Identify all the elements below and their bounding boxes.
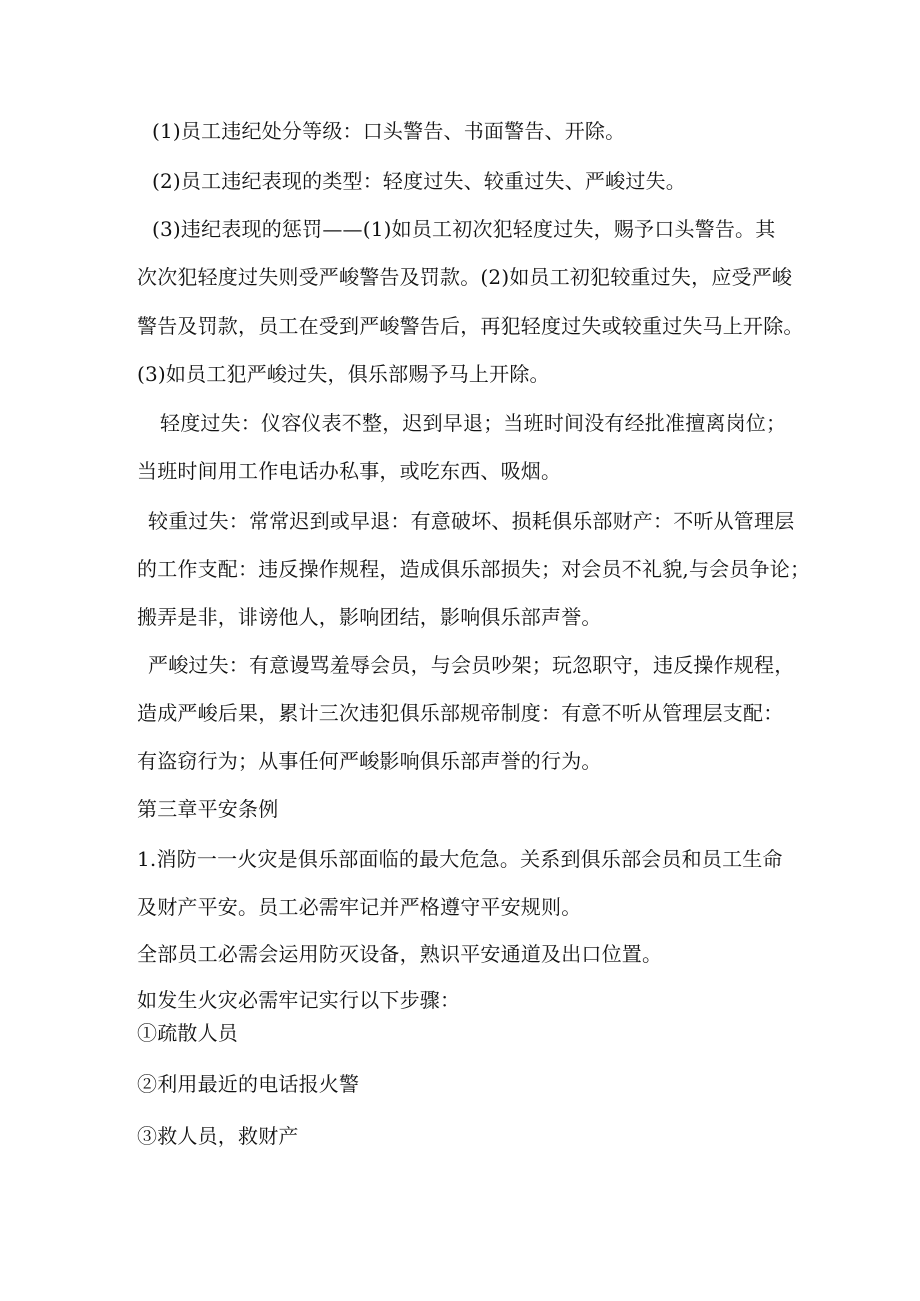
list-item: ①疏散人员 <box>137 1021 238 1045</box>
text-line: 如发生火灾必需牢记实行以下步骤： <box>137 988 461 1012</box>
text-line: 次次犯轻度过失则受严峻警告及罚款。(2)如员工初犯较重过失，应受严峻 <box>137 265 793 289</box>
text-line: 搬弄是非，诽谤他人，影响团结，影响俱乐部声誉。 <box>137 605 602 629</box>
text-line: 严峻过失：有意谩骂羞辱会员，与会员吵架；玩忽职守，违反操作规程， <box>148 653 795 677</box>
text-line: (1)员工违纪处分等级：口头警告、书面警告、开除。 <box>152 119 626 143</box>
list-item: ③救人员，救财产 <box>137 1124 299 1148</box>
text-line: 轻度过失：仪容仪表不整，迟到早退；当班时间没有经批准擅离岗位； <box>160 411 787 435</box>
text-line: 及财产平安。员工必需牢记并严格遵守平安规则。 <box>137 895 582 919</box>
section-heading: 第三章平安条例 <box>137 797 279 821</box>
list-item: ②利用最近的电话报火警 <box>137 1072 360 1096</box>
text-line: (2)员工违纪表现的类型：轻度过失、较重过失、严峻过失。 <box>152 169 686 193</box>
text-line: 较重过失：常常迟到或早退：有意破坏、损耗俱乐部财产：不听从管理层 <box>148 509 795 533</box>
text-line: 当班时间用工作电话办私事，或吃东西、吸烟。 <box>137 459 562 483</box>
text-line: 1.消防一一火灾是俱乐部面临的最大危急。关系到俱乐部会员和员工生命 <box>137 847 783 871</box>
text-line: 的工作支配：违反操作规程，造成俱乐部损失；对会员不礼貌,与会员争论； <box>137 557 811 581</box>
text-line: 全部员工必需会运用防灭设备，熟识平安通道及出口位置。 <box>137 942 663 966</box>
text-line: 警告及罚款，员工在受到严峻警告后，再犯轻度过失或较重过失马上开除。 <box>137 314 804 338</box>
text-line: 有盗窃行为；从事任何严峻影响俱乐部声誉的行为。 <box>137 749 602 773</box>
text-line: (3)违纪表现的惩罚——(1)如员工初次犯轻度过失，赐予口头警告。其 <box>152 217 776 241</box>
text-line: (3)如员工犯严峻过失，俱乐部赐予马上开除。 <box>137 362 550 386</box>
text-line: 造成严峻后果，累计三次违犯俱乐部规帝制度：有意不听从管理层支配： <box>137 701 784 725</box>
